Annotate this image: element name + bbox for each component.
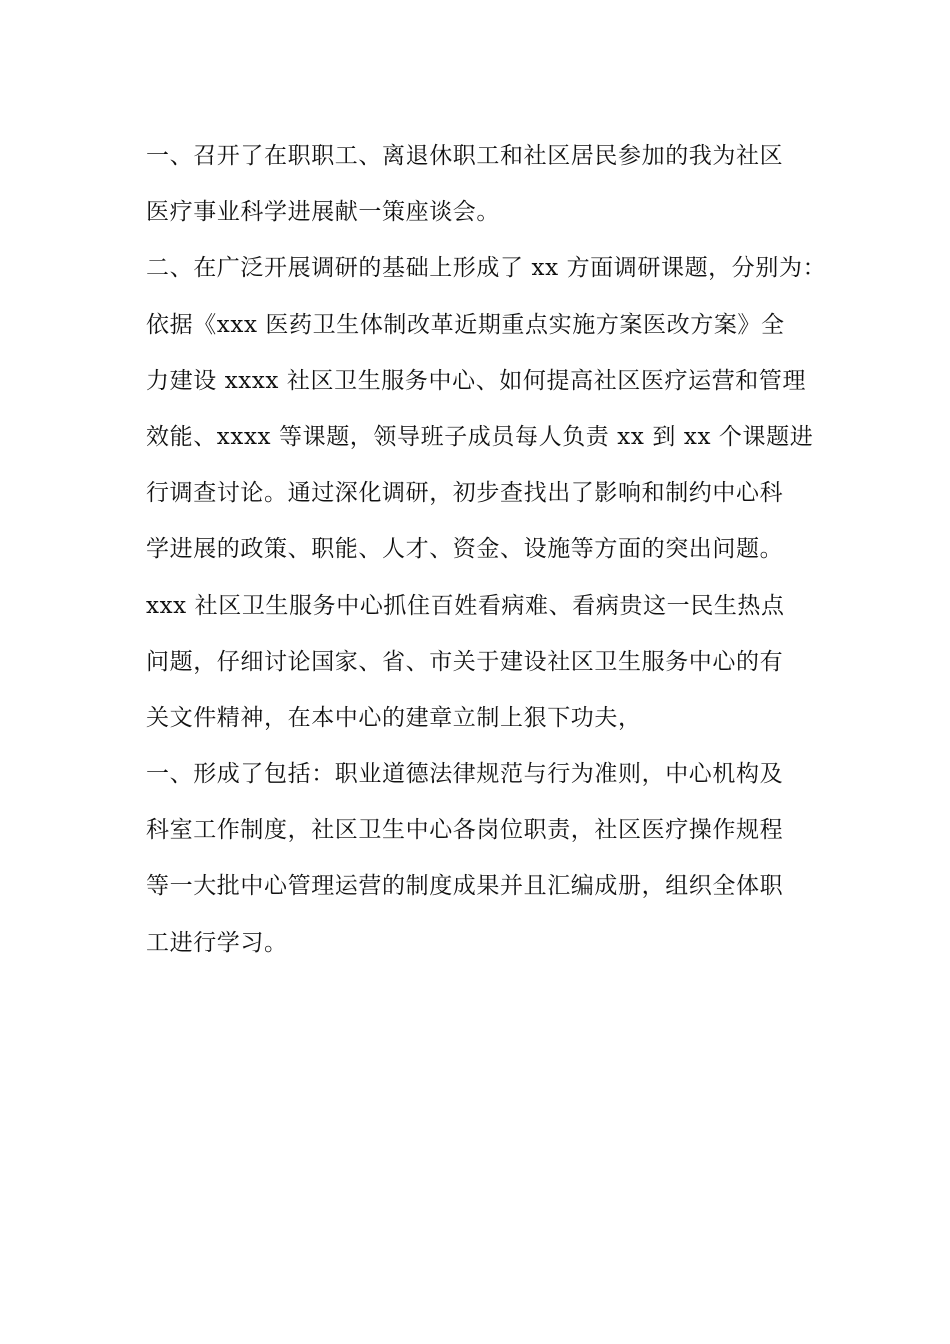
text-line: 学进展的政策、职能、人才、资金、设施等方面的突出问题。 bbox=[146, 536, 784, 563]
text-line: 关文件精神，在本中心的建章立制上狠下功夫， bbox=[146, 704, 642, 731]
text-line: 二、在广泛开展调研的基础上形成了 xx 方面调研课题，分别为： bbox=[146, 255, 827, 282]
document-body bbox=[146, 128, 826, 971]
text-line: 工进行学习。 bbox=[146, 929, 288, 956]
text-line: 问题，仔细讨论国家、省、市关于建设社区卫生服务中心的有 bbox=[146, 648, 784, 675]
text-line: 一、形成了包括：职业道德法律规范与行为准则，中心机构及 bbox=[146, 761, 784, 788]
text-line: 效能、xxxx 等课题，领导班子成员每人负责 xx 到 xx 个课题进 bbox=[146, 423, 814, 450]
text-line: 行调查讨论。通过深化调研，初步查找出了影响和制约中心科 bbox=[146, 480, 784, 507]
text-line: 等一大批中心管理运营的制度成果并且汇编成册，组织全体职 bbox=[146, 873, 784, 900]
text-line: 一、召开了在职职工、离退休职工和社区居民参加的我为社区 bbox=[146, 143, 784, 169]
text-line: 力建设 xxxx 社区卫生服务中心、如何提高社区医疗运营和管理 bbox=[146, 367, 807, 394]
text-line: 依据《xxx 医药卫生体制改革近期重点实施方案医改方案》全 bbox=[146, 311, 785, 338]
text-line: xxx 社区卫生服务中心抓住百姓看病难、看病贵这一民生热点 bbox=[146, 592, 785, 619]
text-line: 医疗事业科学进展献一策座谈会。 bbox=[146, 199, 500, 226]
text-line: 科室工作制度，社区卫生中心各岗位职责，社区医疗操作规程 bbox=[146, 817, 784, 844]
